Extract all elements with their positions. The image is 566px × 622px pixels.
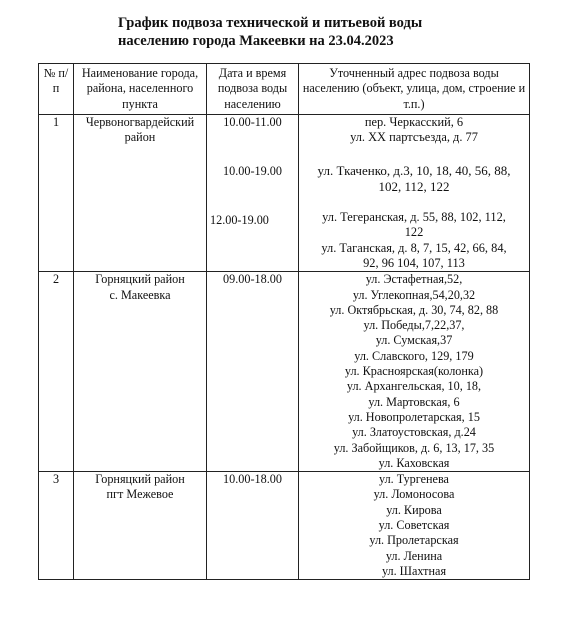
settlement-line: Червоногвардейский [85, 114, 195, 129]
address-line: ул. Сумская,37 [375, 333, 453, 348]
water-delivery-schedule-table [38, 63, 530, 580]
address-line: 122 [404, 225, 424, 240]
address-line: пер. Черкасский, 6 [364, 114, 464, 129]
address-line: ул. Тургенева [379, 472, 449, 487]
address-line: ул. Каховская [378, 455, 450, 470]
time-slot: 12.00-19.00 [210, 213, 269, 228]
row-addresses [299, 472, 530, 580]
document-title [118, 14, 448, 50]
table-row [39, 272, 530, 472]
table-header-row [39, 64, 530, 115]
row-number: 3 [39, 472, 74, 580]
row-settlement [74, 272, 207, 472]
address-line: ул. Победы,7,22,37, [363, 318, 465, 333]
address-line: ул. Углекопная,54,20,32 [352, 287, 476, 302]
row-time: 10.00-18.00 [207, 472, 299, 580]
row-number: 1 [39, 114, 74, 271]
header-address: Уточненный адрес подвоза воды населению (объект, улица, дом, строение и т.п.) [299, 64, 530, 115]
address-line: ул. Эстафетная,52, [365, 272, 463, 287]
settlement-line: пгт Межевое [106, 487, 174, 502]
address-line: ул. Златоустовская, д.24 [352, 425, 476, 440]
address-line: ул. Красноярская(колонка) [344, 364, 484, 379]
time-slot: 10.00-19.00 [223, 164, 282, 179]
address-line: ул. Новопролетарская, 15 [348, 409, 480, 424]
address-line: ул. Пролетарская [369, 533, 459, 548]
address-line: ул. Архангельская, 10, 18, [346, 379, 482, 394]
table-row [39, 114, 530, 271]
address-line: ул. Шахтная [381, 563, 447, 578]
settlement-line: Горняцкий район [95, 272, 185, 287]
time-slot: 10.00-11.00 [223, 114, 282, 129]
settlement-line: с. Макеевка [109, 287, 171, 302]
settlement-line: Горняцкий район [95, 472, 185, 487]
title-line-1: График подвоза технической и питьевой воды [118, 15, 423, 31]
address-line: ул. Славского, 129, 179 [354, 348, 474, 363]
address-line: 102, 112, 122 [378, 178, 450, 194]
row-addresses [299, 114, 530, 271]
table-row [39, 472, 530, 580]
address-line: ул. XX партсъезда, д. 77 [350, 130, 478, 145]
address-line: ул. Забойщиков, д. 6, 13, 17, 35 [333, 440, 495, 455]
header-settlement: Наименование города, района, населенного пункта [74, 64, 207, 115]
address-line: ул. Кирова [386, 502, 442, 517]
row-addresses [299, 272, 530, 472]
title-line-2: населению города Макеевки на 23.04.2023 [118, 33, 394, 49]
address-line: ул. Тегеранская, д. 55, 88, 102, 112, [322, 210, 506, 225]
address-line: ул. Ткаченко, д.3, 10, 18, 40, 56, 88, [317, 163, 511, 179]
row-settlement [74, 114, 207, 271]
address-line: ул. Таганская, д. 8, 7, 15, 42, 66, 84, [321, 240, 507, 255]
address-line: ул. Советская [378, 518, 450, 533]
address-line: ул. Октябрьская, д. 30, 74, 82, 88 [329, 302, 499, 317]
header-date-time: Дата и время подвоза воды населению [207, 64, 299, 115]
row-number: 2 [39, 272, 74, 472]
address-line: 92, 96 104, 107, 113 [363, 255, 465, 270]
row-time [207, 114, 299, 271]
row-time: 09.00-18.00 [207, 272, 299, 472]
address-line: ул. Ломоносова [373, 487, 455, 502]
row-settlement [74, 472, 207, 580]
header-number: № п/п [39, 64, 74, 115]
settlement-line: район [124, 130, 156, 145]
address-line: ул. Мартовская, 6 [368, 394, 460, 409]
address-line: ул. Ленина [385, 548, 443, 563]
